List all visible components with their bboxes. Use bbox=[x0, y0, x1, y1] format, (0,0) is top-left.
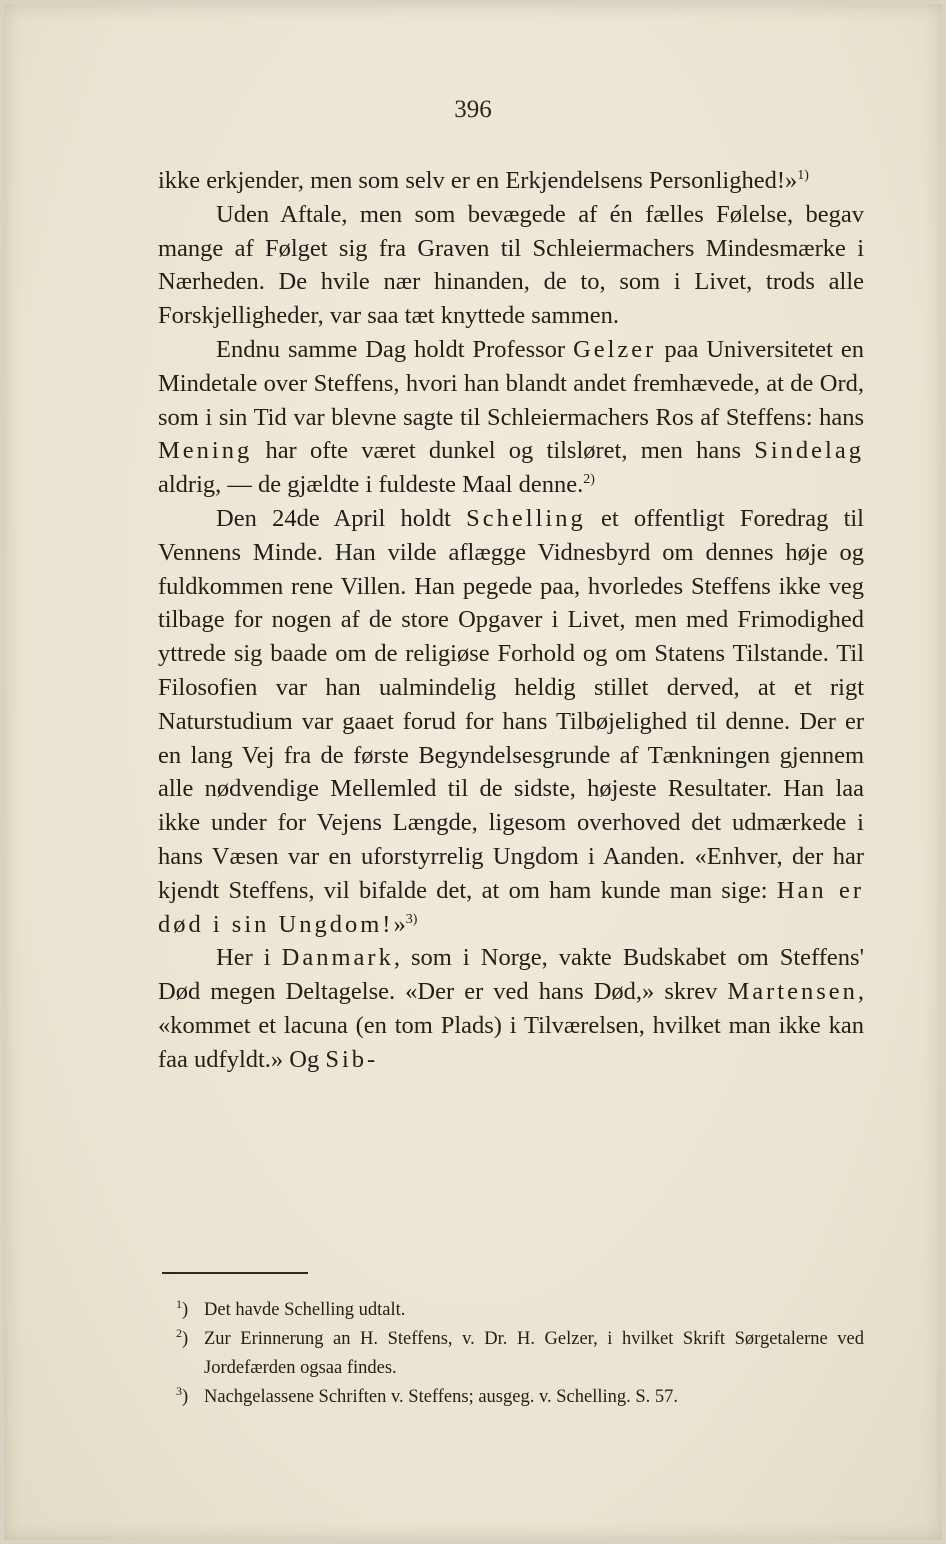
place-danmark: Danmark bbox=[281, 944, 394, 972]
paragraph-1-text: ikke erkjender, men som selv er en Erkjendelsens Personlighed!» bbox=[158, 167, 798, 194]
footnote-2-text: Zur Erinnerung an H. Steffens, v. Dr. H. Gelzer, i hvilket Skrift Sørgetalerne ved Jordefærden ogsaa findes. bbox=[204, 1329, 864, 1378]
footnote-ref-3: 3) bbox=[405, 911, 418, 927]
footnote-3: $^3$) Nachgelassene Schriften v. Steffens; ausgeg. v. Schelling. S. 57. bbox=[176, 1384, 679, 1407]
paragraph-5: Her i Danmark, som i Norge, vakte Budskabet om Steffens' Død megen Deltagelse. «Der er ved hans Død,» skrev Martensen, «kommet et lacuna (en tom Plads) i Tilværelsen, hvilket man ikke kan faa udfyldt.» Og Sib- bbox=[158, 944, 864, 1073]
emphasis-quote: Han er død i sin Ungdom! bbox=[158, 876, 864, 938]
emphasis-mening: Mening bbox=[158, 437, 253, 465]
page-number: 396 bbox=[454, 96, 492, 123]
paragraph-3: Endnu samme Dag holdt Professor Gelzer paa Universitetet en Mindetale over Steffens, hvori han blandt andet fremhævede, at de Ord, som i sin Tid var blevne sagte til Schleiermachers Ros af Steffens: hans Mening har ofte været dunkel og tilsløret, men hans Sindelag aldrig, — de gjældte i fuldeste Maal denne.$^{2)}$ bbox=[158, 335, 865, 499]
emphasis-sindelag: Sindelag bbox=[754, 437, 864, 465]
paragraph-2-text: Uden Aftale, men som bevægede af én fælles Følelse, begav mange af Følget sig fra Graven til Schleiermachers Mindesmærke i Nærheden. De hvile nær hinanden, de to, som i Livet, trods alle Forskjelligheder, var saa tæt knyttede sammen. bbox=[158, 200, 864, 330]
paragraph-1 bbox=[158, 164, 864, 198]
name-gelzer: Gelzer bbox=[573, 335, 657, 363]
footnote-divider bbox=[162, 1272, 308, 1274]
footnote-1-text: Det havde Schelling udtalt. bbox=[204, 1300, 406, 1320]
name-martensen: Martensen bbox=[727, 978, 858, 1006]
footnote-mark-2: 2 bbox=[176, 1326, 182, 1340]
paragraph-2 bbox=[158, 198, 864, 333]
name-schelling: Schelling bbox=[466, 504, 586, 532]
paragraph-4: Den 24de April holdt Schelling et offentligt Foredrag til Vennens Minde. Han vilde aflægge Vidnesbyrd om dennes høje og fuldkommen rene Villen. Han pegede paa, hvorledes Steffens ikke veg tilbage for nogen af de store Opgaver i Livet, men med Frimodighed yttrede sig baade om de religiøse Forhold og om Statens Tilstande. Til Filosofien var han ualmindelig heldig stillet derved, at et rigt Naturstudium var gaaet forud for hans Tilbøjelighed til denne. Der er en lang Vej fra de første Begyndelsesgrunde af Tænkningen gjennem alle nødvendige Mellemled til de sidste, højeste Resultater. Han laa ikke under for Vejens Længde, ligesom overhoved det udmærkede i hans Væsen var en uforstyrrelig Ungdom i Aanden. «Enhver, der har kjendt Steffens, vil bifalde det, at om ham kunde man sige: Han er død i sin Ungdom!»$^{3)}$ bbox=[158, 504, 864, 938]
footnote-mark-3: 3 bbox=[176, 1384, 182, 1398]
footnote-mark-1: 1 bbox=[176, 1297, 182, 1311]
footnote-2: $^2$) Zur Erinnerung an H. Steffens, v. Dr. H. Gelzer, i hvilket Skrift Sørgetalerne ved Jordefærden ogsaa findes. bbox=[176, 1326, 864, 1378]
footnote-3-text: Nachgelassene Schriften v. Steffens; ausgeg. v. Schelling. S. 57. bbox=[204, 1387, 679, 1407]
footnotes bbox=[176, 1296, 864, 1412]
footnote-1: $^1$) Det havde Schelling udtalt. bbox=[176, 1297, 406, 1320]
main-text bbox=[158, 164, 864, 1077]
footnote-ref-1: 1) bbox=[797, 168, 809, 183]
footnote-ref-2: 2) bbox=[583, 472, 595, 488]
name-sibbern-fragment: Sib- bbox=[325, 1045, 379, 1073]
book-page bbox=[4, 4, 942, 1540]
